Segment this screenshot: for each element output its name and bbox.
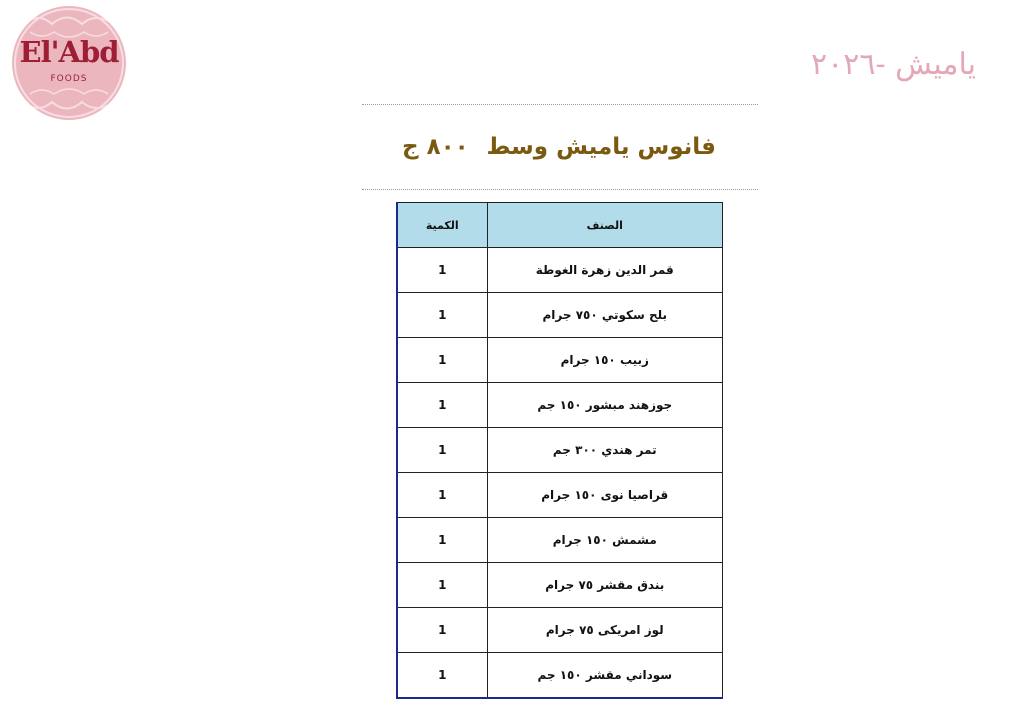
header-quantity: الكمية [397,203,487,248]
table-row [397,383,723,428]
item-quantity: 1 [397,383,487,428]
table-row [397,608,723,653]
item-name: قمر الدين زهرة الغوطة [487,248,722,293]
item-name: سوداني مقشر ١٥٠ جم [487,653,722,699]
item-quantity: 1 [397,563,487,608]
table-row [397,428,723,473]
item-name: جوزهند مبشور ١٥٠ جم [487,383,722,428]
item-name: قراصيا نوى ١٥٠ جرام [487,473,722,518]
header-item: الصنف [487,203,722,248]
item-name: بندق مقشر ٧٥ جرام [487,563,722,608]
season-title: ياميش -٢٠٢٦ [811,47,976,82]
brand-logo [12,6,126,120]
table-row [397,518,723,563]
logo-wordmark: El'Abd [19,35,119,69]
logo-subtext: FOODS [50,74,88,84]
table-row [397,293,723,338]
item-name: تمر هندي ٣٠٠ جم [487,428,722,473]
divider-top [362,104,758,105]
table-row [397,338,723,383]
product-price: ٨٠٠ ج [402,134,469,160]
item-quantity: 1 [397,518,487,563]
divider-bottom [362,189,758,190]
item-quantity: 1 [397,293,487,338]
item-quantity: 1 [397,248,487,293]
item-quantity: 1 [397,653,487,699]
table-row [397,653,723,699]
table-row [397,248,723,293]
item-quantity: 1 [397,473,487,518]
item-quantity: 1 [397,428,487,473]
contents-table [396,202,723,699]
table-row [397,563,723,608]
table-header-row [397,203,723,248]
product-name: فانوس ياميش وسط [486,134,716,160]
table-row [397,473,723,518]
item-name: مشمش ١٥٠ جرام [487,518,722,563]
item-quantity: 1 [397,338,487,383]
item-name: بلح سكوتي ٧٥٠ جرام [487,293,722,338]
product-heading [400,130,720,170]
item-name: زبيب ١٥٠ جرام [487,338,722,383]
item-name: لوز امريكى ٧٥ جرام [487,608,722,653]
item-quantity: 1 [397,608,487,653]
